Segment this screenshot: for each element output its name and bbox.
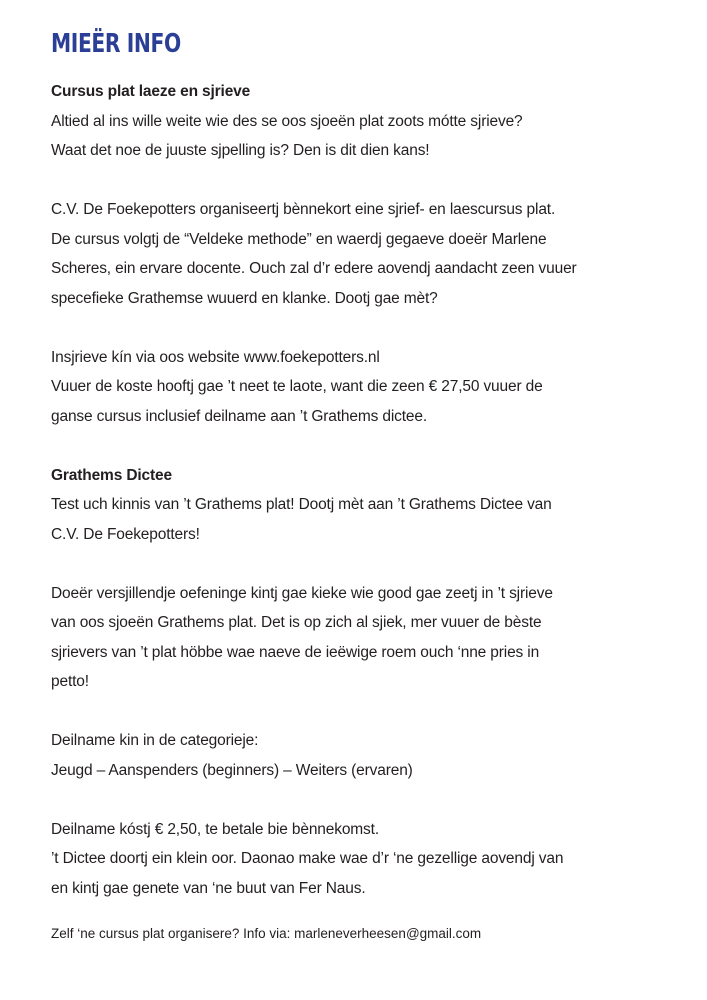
text-line: petto! bbox=[51, 673, 89, 690]
text-line: Jeugd – Aanspenders (beginners) – Weiters (ervaren) bbox=[51, 761, 413, 779]
text-line: sjrievers van ’t plat höbbe wae naeve de ieëwige roem ouch ‘nne pries in bbox=[51, 643, 540, 661]
paragraph bbox=[51, 490, 671, 549]
text-line: en kintj gae genete van ‘ne buut van Fer Naus. bbox=[51, 879, 366, 897]
text-line: ganse cursus inclusief deilname aan ’t Grathems dictee. bbox=[51, 407, 428, 425]
text-line: Doeër versjillendje oefeninge kintj gae kieke wie good gae zeetj in ’t sjrieve bbox=[51, 584, 553, 602]
section-heading: Cursus plat laeze en sjrieve bbox=[51, 83, 251, 100]
section-cursus bbox=[51, 77, 671, 431]
text-line: specefieke Grathemse wuuerd en klanke. Dootj gae mèt? bbox=[51, 289, 438, 307]
text-line: Waat det noe de juuste sjpelling is? Den is dit dien kans! bbox=[51, 142, 430, 159]
text-line: C.V. De Foekepotters! bbox=[51, 525, 200, 543]
text-line: Insjrieve kín via oos website www.foekepotters.nl bbox=[51, 348, 380, 366]
paragraph bbox=[51, 195, 671, 313]
text-line: ’t Dictee doortj ein klein oor. Daonao make wae d’r ‘ne gezellige aovendj van bbox=[51, 850, 564, 867]
text-line: Scheres, ein ervare docente. Ouch zal d’r edere aovendj aandacht zeen vuuer bbox=[51, 260, 577, 277]
text-line: Test uch kinnis van ’t Grathems plat! Dootj mèt aan ’t Grathems Dictee van bbox=[51, 496, 552, 513]
page-title: MIEËR INFO bbox=[51, 29, 181, 59]
text-line: Vuuer de koste hooftj gae ’t neet te laote, want die zeen € 27,50 vuuer de bbox=[51, 378, 543, 395]
section-heading: Grathems Dictee bbox=[51, 466, 172, 484]
text-line: C.V. De Foekepotters organiseertj bènnekort eine sjrief- en laescursus plat. bbox=[51, 201, 556, 218]
footer-contact: Zelf ‘ne cursus plat organisere? Info via: marleneverheesen@gmail.com bbox=[51, 926, 482, 941]
text-line: Deilname kin in de categorieje: bbox=[51, 732, 259, 749]
paragraph bbox=[51, 343, 671, 432]
text-line: De cursus volgtj de “Veldeke methode” en waerdj gegaeve doeër Marlene bbox=[51, 230, 547, 248]
paragraph bbox=[51, 726, 671, 785]
paragraph bbox=[51, 579, 671, 697]
section-dictee bbox=[51, 461, 671, 904]
text-line: van oos sjoeën Grathems plat. Det is op zich al sjiek, mer vuuer de bèste bbox=[51, 614, 542, 631]
paragraph bbox=[51, 107, 671, 166]
document-page bbox=[51, 28, 671, 944]
paragraph bbox=[51, 815, 671, 904]
text-line: Deilname kóstj € 2,50, te betale bie bènnekomst. bbox=[51, 820, 379, 838]
text-line: Altied al ins wille weite wie des se oos sjoeën plat zoots mótte sjrieve? bbox=[51, 112, 523, 130]
